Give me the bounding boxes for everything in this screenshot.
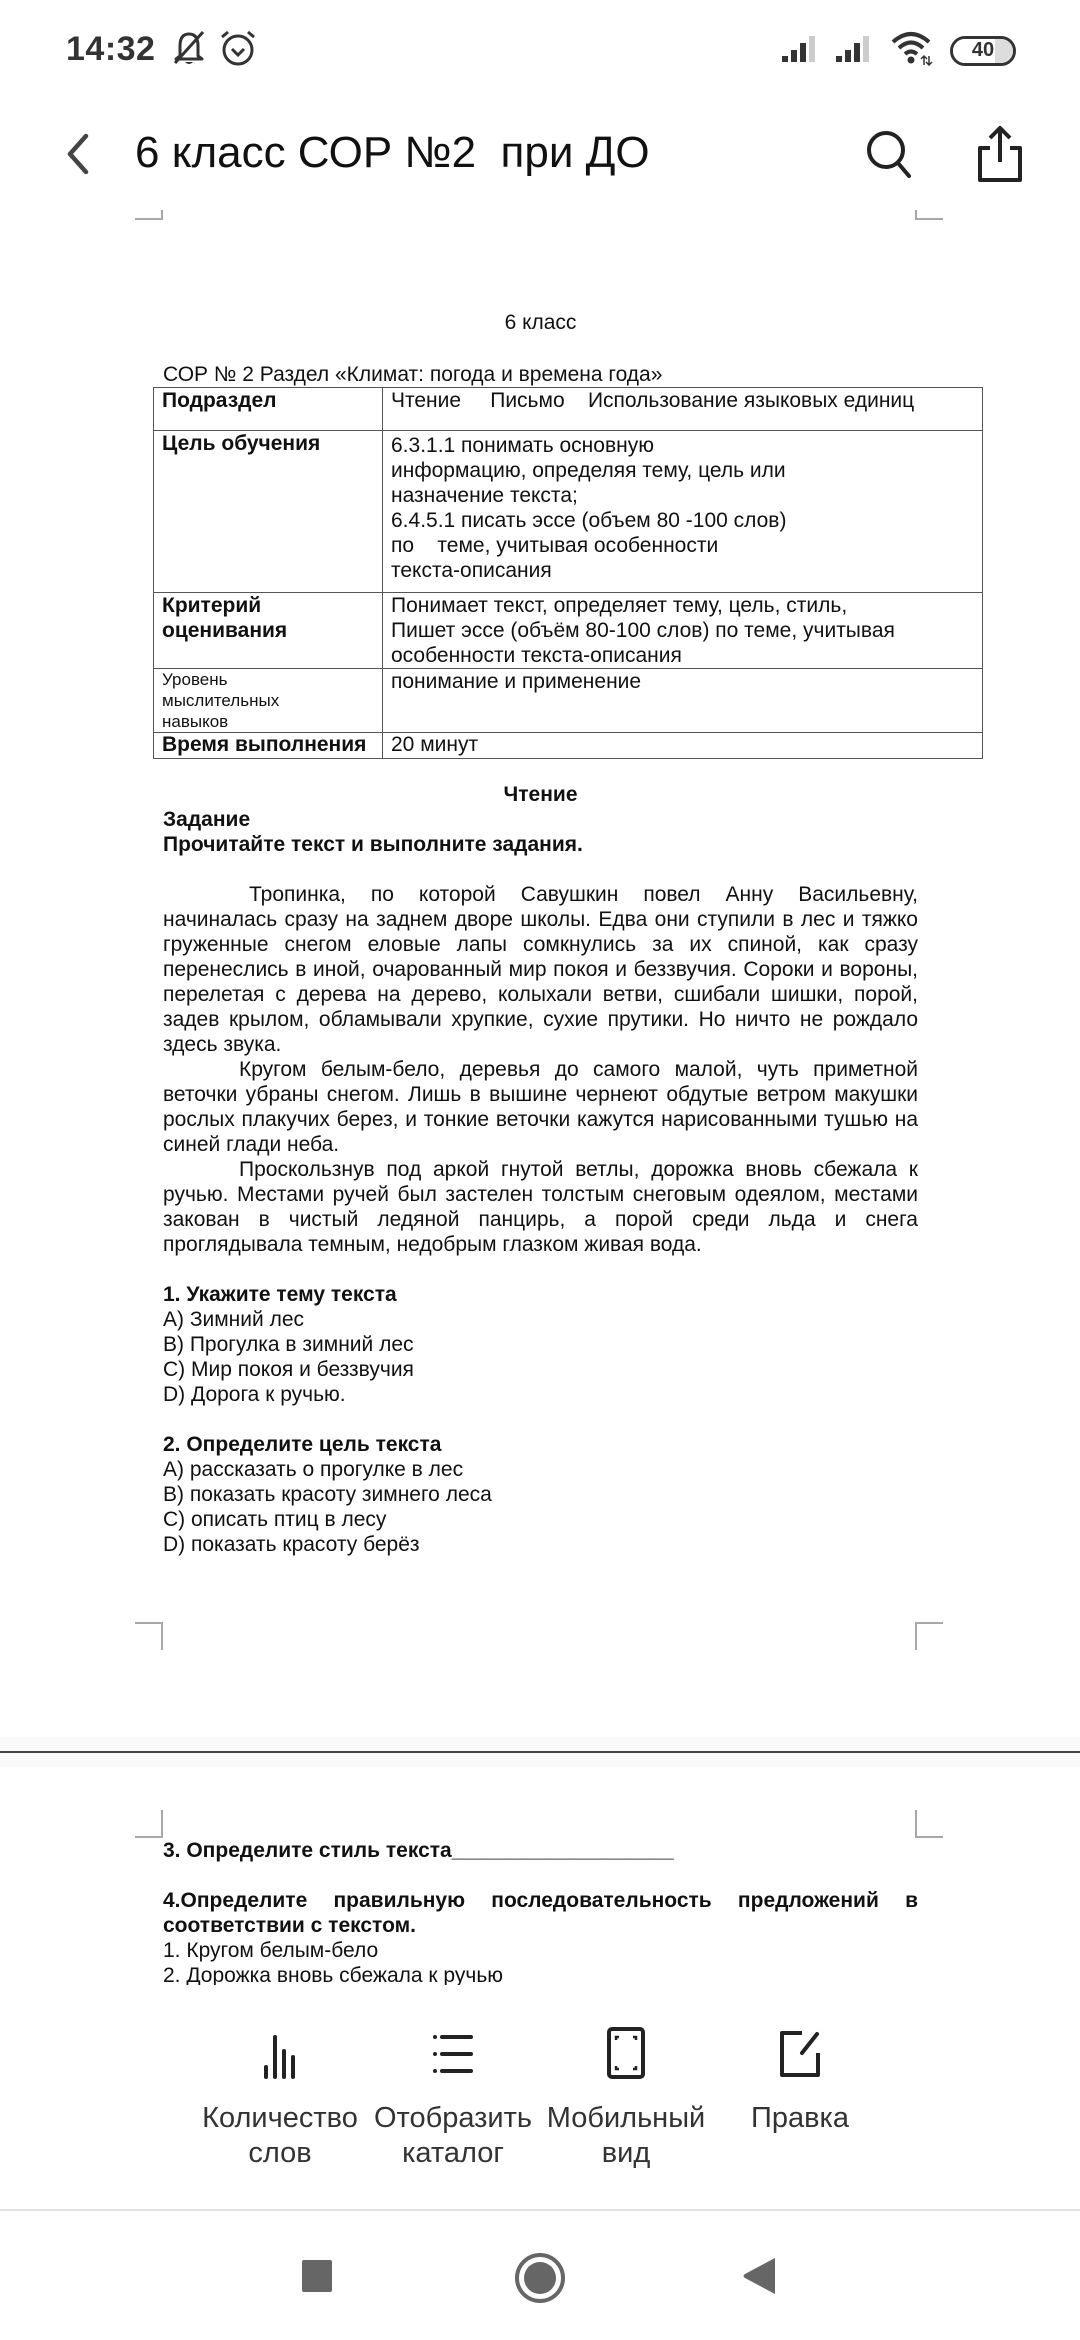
answer-option: C) описать птиц в лесу [163, 1508, 387, 1531]
answer-option: D) Дорога к ручью. [163, 1383, 346, 1406]
table-label: Время выполнения [154, 733, 383, 759]
page-corner-marker [135, 1622, 163, 1650]
mobile-view-button[interactable]: Мобильный вид [536, 2025, 716, 2171]
bottom-toolbar [0, 1985, 1080, 2210]
share-button[interactable] [972, 120, 1028, 186]
question-4-prompt: 4.Определите правильную последовательность предложений в соответствии с текстом. [163, 1889, 918, 1937]
edit-icon [772, 2025, 828, 2081]
recents-button[interactable] [300, 2259, 334, 2298]
text-paragraph: Кругом белым-бело, деревья до самого малой, чуть приметной веточки убраны снегом. Лишь в вышине чернеют обдутые ветром макушки рослых плакучих берез, и тонкие веточки кажутся нарисованными тушью на синей глади неба. [163, 1058, 918, 1156]
wifi-icon [890, 30, 936, 71]
back-button[interactable] [56, 124, 106, 184]
question-2 [163, 1432, 918, 1557]
status-time: 14:32 [66, 30, 156, 68]
word-count-button[interactable]: Количество слов [190, 2025, 370, 2171]
battery-icon [950, 36, 1016, 66]
page-corner-marker [135, 1810, 163, 1838]
table-row [154, 431, 983, 593]
answer-option: A) Зимний лес [163, 1308, 305, 1331]
table-label: Критерий оценивания [154, 593, 383, 669]
edit-button[interactable]: Правка [710, 2025, 890, 2136]
question-3: 3. Определите стиль текста___________________ [163, 1839, 674, 1862]
question-4-item: 2. Дорожка вновь сбежала к ручью [163, 1964, 504, 1985]
table-label: Подраздел [154, 388, 383, 431]
catalog-list-icon [425, 2025, 481, 2081]
battery-level: 40 [971, 39, 995, 61]
task-instruction: Прочитайте текст и выполните задания. [163, 833, 583, 856]
signal-sim2-icon [836, 32, 876, 69]
mobile-view-icon [598, 2025, 654, 2081]
answer-option: B) Прогулка в зимний лес [163, 1333, 414, 1356]
table-row [154, 733, 983, 759]
table-value: Понимает текст, определяет тему, цель, стиль, Пишет эссе (объём 80-100 слов) по теме, учитывая особенности текста-описания [383, 593, 983, 669]
table-value: 6.3.1.1 понимать основную информацию, определяя тему, цель или назначение текста; 6.4.5.1 писать эссе (объем 80 -100 слов) по теме, учитывая особенности текста-описания [383, 431, 983, 593]
share-icon [972, 120, 1028, 186]
task-label: Задание [163, 808, 251, 831]
back-nav-button[interactable] [741, 2255, 777, 2302]
question-prompt: 2. Определите цель текста [163, 1433, 442, 1456]
table-label: Уровень мыслительных навыков [154, 669, 383, 733]
status-bar [0, 0, 1080, 100]
table-row [154, 593, 983, 669]
table-row [154, 388, 983, 431]
document-title: 6 класс СОР №2 при ДО [135, 128, 650, 177]
page-corner-marker [915, 1622, 943, 1650]
word-count-icon [252, 2025, 308, 2081]
show-catalog-button[interactable]: Отобразить каталог [363, 2025, 543, 2171]
page-corner-marker [915, 1810, 943, 1838]
search-icon [862, 124, 918, 184]
alarm-icon [218, 28, 258, 73]
table-value: 20 минут [383, 733, 983, 759]
back-triangle-icon [741, 2255, 777, 2297]
system-navigation-bar [0, 2211, 1080, 2340]
question-prompt: 1. Укажите тему текста [163, 1283, 397, 1306]
home-circle-icon [513, 2251, 567, 2305]
table-label: Цель обучения [154, 431, 383, 593]
search-button[interactable] [862, 124, 918, 184]
page-separator [0, 1751, 1080, 1753]
home-button[interactable] [513, 2251, 567, 2310]
reading-heading: Чтение [503, 783, 578, 806]
answer-option: D) показать красоту берёз [163, 1533, 420, 1556]
title-bar [0, 100, 1080, 210]
grade-heading: 6 класс [504, 311, 577, 334]
document-viewer[interactable] [0, 210, 1080, 1985]
page-corner-marker [915, 210, 943, 220]
recents-square-icon [300, 2259, 334, 2293]
table-value: понимание и применение [383, 669, 983, 733]
assessment-info-table [153, 387, 983, 759]
answer-option: A) рассказать о прогулке в лес [163, 1458, 464, 1481]
question-4-item: 1. Кругом белым-бело [163, 1939, 379, 1962]
answer-option: B) показать красоту зимнего леса [163, 1483, 492, 1506]
answer-option: C) Мир покоя и беззвучия [163, 1358, 414, 1381]
page-corner-marker [135, 210, 163, 220]
section-title: СОР № 2 Раздел «Климат: погода и времена года» [163, 363, 663, 386]
chevron-left-icon [56, 124, 106, 184]
text-paragraph: Проскользнув под аркой гнутой ветлы, дорожка вновь сбежала к ручью. Местами ручей был застелен толстым снеговым одеялом, местами закован в чистый ледяной панцирь, а порой среди льда и снега проглядывала темным, недобрым глазком живая вода. [163, 1158, 918, 1256]
table-row [154, 669, 983, 733]
text-paragraph: Тропинка, по которой Савушкин повел Анну Васильевну, начиналась сразу на заднем дворе школы. Едва они ступили в лес и тяжко груженные снегом еловые лапы сомкнулись за их спиной, как сразу перенеслись в иной, очарованный мир покоя и беззвучия. Сороки и вороны, перелетая с дерева на дерево, колыхали ветви, сшибали шишки, порой, задев крылом, обламывали хрупкие, сухие прутики. Но ничто не рождало здесь звука. [163, 883, 918, 1056]
table-value: Чтение Письмо Использование языковых единиц [383, 388, 983, 431]
signal-sim1-icon [782, 32, 822, 69]
question-1 [163, 1282, 918, 1407]
notifications-off-icon [172, 28, 206, 71]
